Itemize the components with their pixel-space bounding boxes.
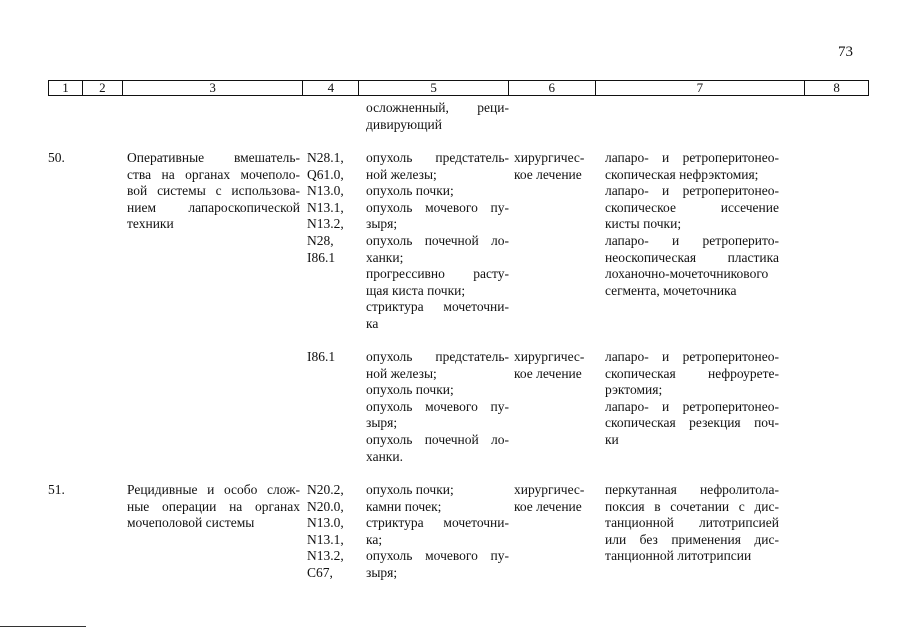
code-line: I86.1 (307, 249, 336, 265)
text-line: опухоль мочевого пу- (366, 199, 509, 215)
text-line: зыря; (366, 415, 398, 431)
text-line: опухоль почечной ло- (366, 232, 509, 248)
header-col-5: 5 (358, 81, 508, 95)
text-line: неоскопическая пластика (605, 249, 779, 265)
row-50b-col7 (605, 349, 779, 449)
text-line: лапаро- и ретроперитонео- (605, 150, 779, 165)
header-col-2: 2 (82, 81, 122, 95)
text-line: ка (366, 315, 379, 331)
text-line: лоханочно-мочеточникового (605, 266, 769, 282)
text-line: ства на органах мочеполо- (127, 166, 300, 182)
row-50-col4 (307, 150, 355, 266)
text-line: сегмента, мочеточника (605, 282, 737, 298)
header-col-4: 4 (302, 81, 358, 95)
text-line: ханки. (366, 448, 403, 464)
code-line: I86.1 (307, 349, 336, 364)
footnote-rule (0, 626, 86, 627)
code-line: N13.2, (307, 216, 344, 232)
text-line: камни почек; (366, 498, 442, 514)
table-header (48, 80, 869, 96)
row-51-col6 (514, 482, 594, 515)
text-line: ной железы; (366, 365, 437, 381)
text-line: Оперативные вмешатель- (127, 150, 300, 165)
header-col-1: 1 (62, 80, 69, 95)
text-line: ные операции на органах (127, 498, 300, 514)
header-col-7: 7 (595, 81, 804, 95)
text-line: или без применения дис- (605, 531, 779, 547)
text-line: опухоль почечной ло- (366, 431, 509, 447)
text-line: ки (605, 431, 619, 447)
code-line: N13.1, (307, 531, 344, 547)
text-line: опухоль почки; (366, 183, 454, 199)
text-line: опухоль предстатель- (366, 349, 509, 364)
row-50b-col5 (366, 349, 509, 465)
text-line: хирургичес- (514, 150, 585, 165)
text-line: вой системы с использова- (127, 183, 300, 199)
row-51-col4 (307, 482, 355, 582)
text-line: кисты почки; (605, 216, 682, 232)
text-line: опухоль предстатель- (366, 150, 509, 165)
text-line: опухоль мочевого пу- (366, 398, 509, 414)
row-50-col6 (514, 150, 594, 183)
text-line: рэктомия; (605, 382, 663, 398)
text-line: танционной литотрипсии (605, 548, 752, 564)
code-line: N20.2, (307, 482, 344, 497)
text-line: лапаро- и ретроперитонео- (605, 398, 779, 414)
page-number: 73 (838, 44, 853, 60)
text-line: осложненный, реци- (366, 100, 509, 115)
text-line: поксия в сочетании с дис- (605, 498, 779, 514)
text-line: кое лечение (514, 498, 582, 514)
text-line: ханки; (366, 249, 404, 265)
code-line: N13.1, (307, 199, 344, 215)
text-line: хирургичес- (514, 349, 585, 364)
text-line: скопическая резекция поч- (605, 415, 779, 431)
header-col-6: 6 (508, 81, 595, 95)
continuation-col5 (366, 100, 509, 133)
text-line: лапаро- и ретроперито- (605, 232, 779, 248)
text-line: опухоль почки; (366, 382, 454, 398)
row-50-col5 (366, 150, 509, 333)
code-line: N13.2, (307, 548, 344, 564)
text-line: стриктура мочеточни- (366, 515, 509, 531)
text-line: ка; (366, 531, 383, 547)
text-line: перкутанная нефролитола- (605, 482, 779, 497)
text-line: опухоль почки; (366, 482, 454, 497)
text-line: скопическое иссечение (605, 199, 779, 215)
row-51-col5 (366, 482, 509, 582)
text-line: прогрессивно расту- (366, 266, 509, 282)
text-line: лапаро- и ретроперитонео- (605, 349, 779, 364)
text-line: зыря; (366, 216, 398, 232)
text-line: щая киста почки; (366, 282, 466, 298)
row-50-col7 (605, 150, 779, 299)
text-line: дивирующий (366, 116, 442, 132)
code-line: N28, (307, 232, 334, 248)
text-line: опухоль мочевого пу- (366, 548, 509, 564)
code-line: N13.0, (307, 183, 344, 199)
text-line: зыря; (366, 564, 398, 580)
row-number: 51. (48, 482, 65, 497)
text-line: Рецидивные и особо слож- (127, 482, 300, 497)
text-line: лапаро- и ретроперитонео- (605, 183, 779, 199)
text-line: техники (127, 216, 174, 232)
text-line: скопическая нефроурете- (605, 365, 779, 381)
row-50b-col4 (307, 349, 355, 366)
text-line: ной железы; (366, 166, 437, 182)
code-line: N28.1, (307, 150, 344, 165)
text-line: скопическая нефрэктомия; (605, 166, 759, 182)
header-col-8: 8 (804, 81, 868, 95)
text-line: кое лечение (514, 166, 582, 182)
text-line: танционной литотрипсией (605, 515, 779, 531)
row-50b-col6 (514, 349, 594, 382)
row-51-col7 (605, 482, 779, 565)
code-line: C67, (307, 564, 333, 580)
text-line: стриктура мочеточни- (366, 299, 509, 315)
code-line: N20.0, (307, 498, 344, 514)
text-line: хирургичес- (514, 482, 585, 497)
row-51-col3 (127, 482, 300, 532)
header-col-3: 3 (122, 81, 303, 95)
row-number: 50. (48, 150, 65, 165)
text-line: мочеполовой системы (127, 515, 255, 531)
text-line: кое лечение (514, 365, 582, 381)
code-line: N13.0, (307, 515, 344, 531)
code-line: Q61.0, (307, 166, 344, 182)
row-50-col3 (127, 150, 300, 233)
text-line: нием лапароскопической (127, 199, 300, 215)
